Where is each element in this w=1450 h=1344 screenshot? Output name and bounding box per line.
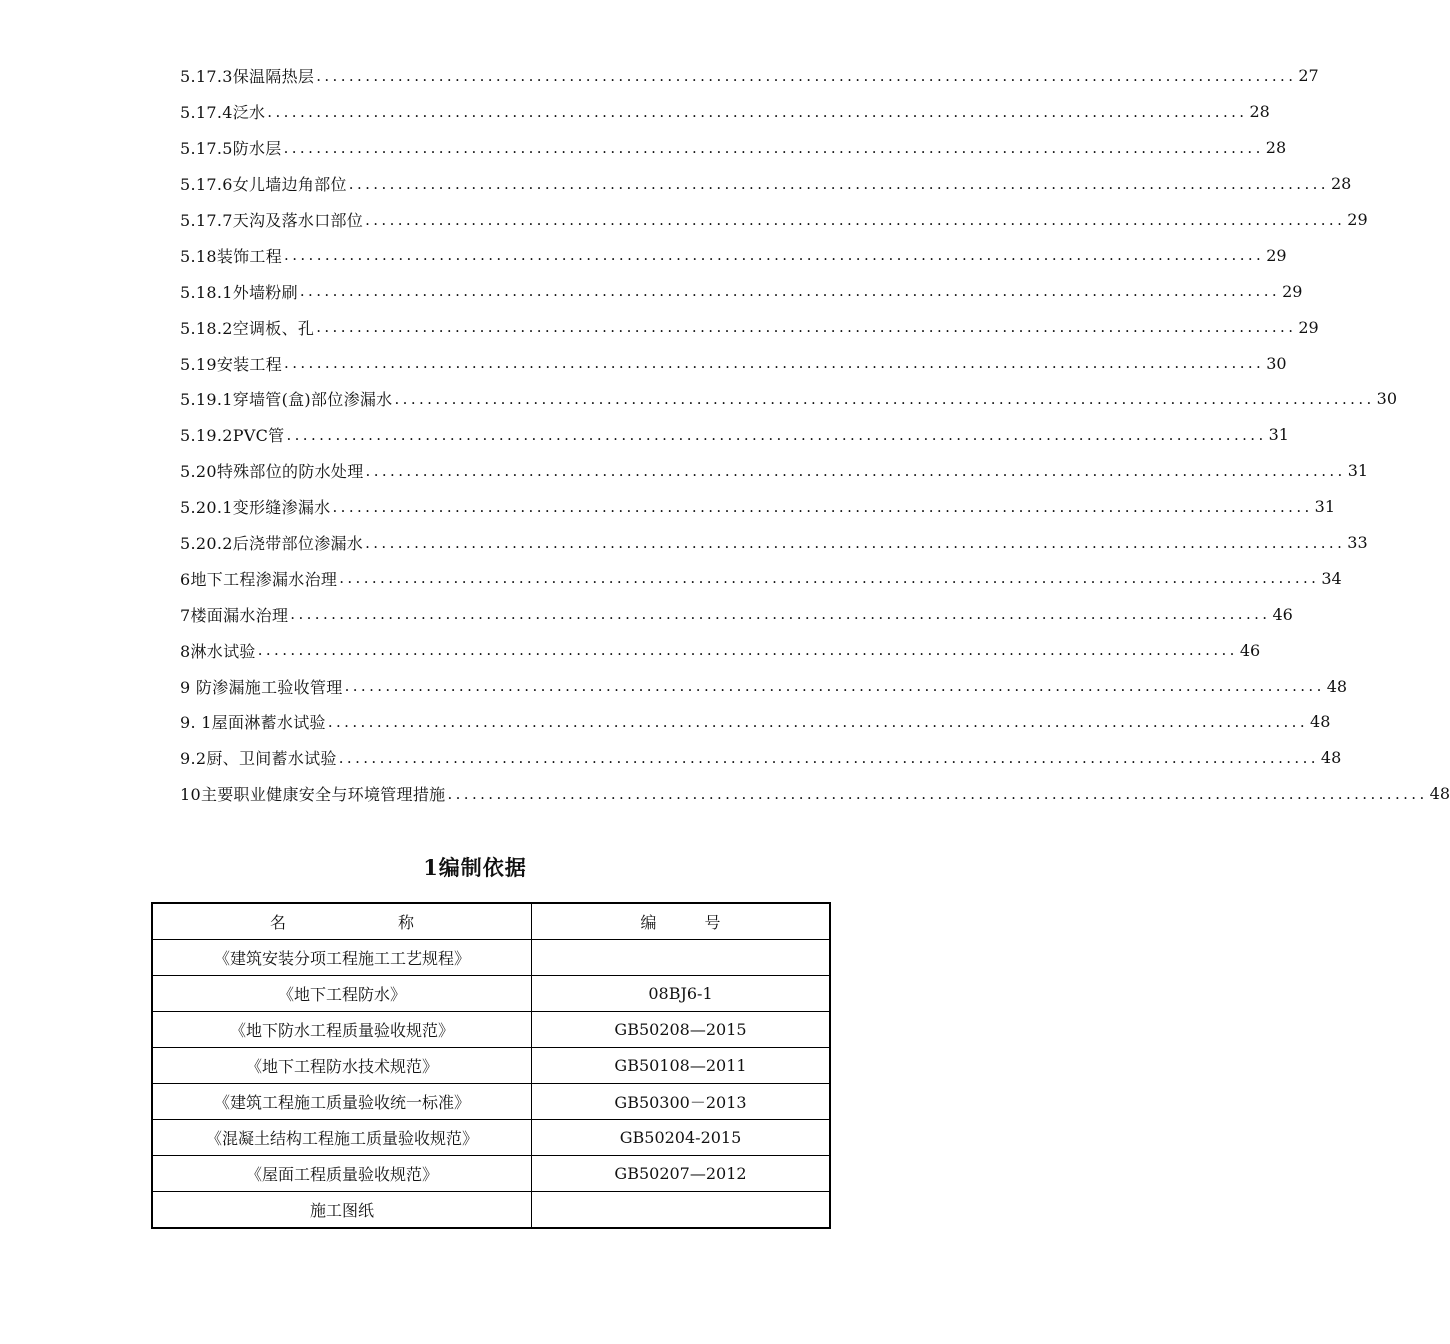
toc-title: 5.20.1变形缝渗漏水: [180, 498, 331, 518]
standard-name: 施工图纸: [152, 1192, 532, 1229]
standard-code: GB50108—2011: [532, 1048, 831, 1084]
table-row: [152, 1048, 830, 1084]
toc-title: 10主要职业健康安全与环境管理措施: [180, 785, 446, 805]
toc-entry[interactable]: [180, 453, 1369, 489]
toc-entry[interactable]: [180, 381, 1398, 417]
toc-entry[interactable]: [180, 130, 1287, 166]
toc-page: 46: [1272, 604, 1293, 624]
toc-leader: ........................................................................................................................: [283, 138, 1264, 157]
toc-page: 29: [1347, 210, 1368, 229]
toc-title: 5.20.2后浇带部位渗漏水: [180, 534, 364, 554]
toc-entry[interactable]: [180, 776, 1450, 812]
table-row: [152, 1012, 830, 1048]
toc-title: 9.2厨、卫间蓄水试验: [180, 749, 337, 769]
toc-leader: ........................................................................................................................: [394, 389, 1375, 408]
toc-title: 5.17.6女儿墙边角部位: [180, 175, 347, 195]
toc-leader: ........................................................................................................................: [332, 497, 1313, 516]
toc-entry[interactable]: [180, 345, 1287, 381]
header-code-char: 编: [640, 913, 657, 932]
toc-entry[interactable]: [180, 489, 1336, 525]
toc-title: 5.17.4泛水: [180, 103, 266, 123]
toc-leader: ........................................................................................................................: [299, 282, 1281, 301]
toc-title: 5.18.1外墙粉刷: [180, 282, 298, 302]
toc-title: 5.18装饰工程: [180, 246, 283, 266]
toc-page: 31: [1347, 461, 1369, 481]
table-row: [152, 1120, 830, 1156]
toc-entry[interactable]: [180, 560, 1342, 596]
toc-page: 34: [1321, 568, 1342, 588]
toc-title: 6地下工程渗漏水治理: [180, 569, 338, 589]
toc-entry[interactable]: [180, 309, 1319, 345]
header-name-char: 称: [398, 913, 415, 932]
table-row: [152, 1192, 830, 1229]
toc-entry[interactable]: [180, 417, 1289, 453]
toc-title: 7楼面漏水治理: [180, 605, 289, 625]
toc-title: 5.17.7天沟及落水口部位: [180, 211, 364, 230]
toc-entry[interactable]: [180, 740, 1342, 776]
toc-leader: ........................................................................................................................: [316, 318, 1297, 337]
toc-page: 31: [1268, 425, 1289, 445]
table-row: [152, 940, 830, 976]
toc-title: 9 防渗漏施工验收管理: [180, 677, 343, 697]
standard-name: 《地下工程防水》: [152, 976, 532, 1012]
toc-entry[interactable]: [180, 94, 1270, 130]
standard-name: 《建筑安装分项工程施工工艺规程》: [152, 940, 532, 976]
standard-code: GB50204-2015: [532, 1120, 831, 1156]
reference-standards-table: [151, 902, 831, 1229]
header-name: [152, 903, 532, 940]
standard-code: [532, 940, 831, 976]
toc-entry[interactable]: [180, 237, 1287, 273]
toc-title: 9. 1屋面淋蓄水试验: [180, 713, 326, 733]
toc-page: 33: [1347, 533, 1368, 553]
table-of-contents: [180, 58, 1450, 812]
table-header-row: [152, 903, 830, 940]
standard-name: 《建筑工程施工质量验收统一标准》: [152, 1084, 532, 1120]
toc-leader: ........................................................................................................................: [447, 784, 1428, 803]
standard-name: 《混凝土结构工程施工质量验收规范》: [152, 1120, 532, 1156]
toc-page: 30: [1376, 389, 1398, 409]
toc-page: 29: [1266, 245, 1287, 265]
toc-leader: ........................................................................................................................: [348, 174, 1329, 193]
toc-title: 5.19安装工程: [180, 354, 283, 374]
toc-page: 48: [1320, 748, 1342, 768]
toc-leader: ........................................................................................................................: [338, 748, 1319, 767]
standard-code: 08BJ6-1: [532, 976, 831, 1012]
standard-name: 《屋面工程质量验收规范》: [152, 1156, 532, 1192]
toc-title: 5.18.2空调板、孔: [180, 318, 315, 338]
toc-page: 27: [1298, 66, 1319, 86]
toc-entry[interactable]: [180, 668, 1348, 704]
header-name-char: 名: [269, 913, 286, 932]
toc-page: 46: [1239, 640, 1261, 660]
toc-leader: ........................................................................................................................: [339, 569, 1320, 588]
toc-page: 29: [1282, 281, 1303, 301]
standard-code: GB50207—2012: [532, 1156, 831, 1192]
toc-entry[interactable]: [180, 166, 1352, 202]
toc-leader: ........................................................................................................................: [257, 641, 1238, 660]
toc-entry[interactable]: [180, 632, 1261, 668]
toc-title: 8淋水试验: [180, 641, 256, 661]
toc-page: 30: [1266, 353, 1287, 373]
toc-page: 29: [1298, 317, 1319, 337]
table-row: [152, 1084, 830, 1120]
toc-leader: ........................................................................................................................: [284, 354, 1265, 373]
toc-page: 28: [1330, 174, 1352, 194]
toc-leader: ........................................................................................................................: [284, 246, 1265, 265]
toc-leader: ........................................................................................................................: [286, 425, 1267, 444]
header-code-char: 号: [704, 913, 721, 932]
toc-page: 48: [1326, 676, 1348, 696]
toc-page: 31: [1314, 497, 1336, 517]
toc-leader: ........................................................................................................................: [316, 66, 1297, 85]
toc-title: 5.20特殊部位的防水处理: [180, 462, 364, 482]
toc-page: 48: [1310, 712, 1331, 732]
toc-entry[interactable]: [180, 704, 1331, 740]
toc-title: 5.19.2PVC管: [180, 426, 285, 446]
table-row: [152, 976, 830, 1012]
toc-entry[interactable]: [180, 273, 1303, 309]
standard-name: 《地下工程防水技术规范》: [152, 1048, 532, 1084]
toc-page: 28: [1249, 102, 1270, 122]
toc-leader: ........................................................................................................................: [290, 605, 1271, 624]
table-row: [152, 1156, 830, 1192]
toc-entry[interactable]: [180, 596, 1293, 632]
toc-leader: ........................................................................................................................: [365, 533, 1346, 552]
header-code: [532, 903, 831, 940]
toc-leader: ........................................................................................................................: [267, 102, 1248, 121]
standard-code: GB50300－2013: [532, 1084, 831, 1120]
toc-title: 5.17.3保温隔热层: [180, 67, 315, 87]
standard-code: [532, 1192, 831, 1229]
section-heading: 1编制依据: [423, 855, 527, 880]
toc-entry[interactable]: [180, 202, 1368, 238]
toc-leader: ........................................................................................................................: [365, 210, 1346, 229]
toc-leader: ........................................................................................................................: [365, 461, 1346, 480]
toc-title: 5.19.1穿墙管(盒)部位渗漏水: [180, 390, 393, 410]
toc-entry[interactable]: [180, 525, 1368, 561]
standard-code: GB50208—2015: [532, 1012, 831, 1048]
standard-name: 《地下防水工程质量验收规范》: [152, 1012, 532, 1048]
toc-leader: ........................................................................................................................: [344, 677, 1325, 696]
toc-page: 48: [1429, 784, 1450, 804]
toc-entry[interactable]: [180, 58, 1319, 94]
toc-page: 28: [1265, 138, 1287, 158]
toc-leader: ........................................................................................................................: [327, 712, 1309, 731]
toc-title: 5.17.5防水层: [180, 139, 282, 159]
